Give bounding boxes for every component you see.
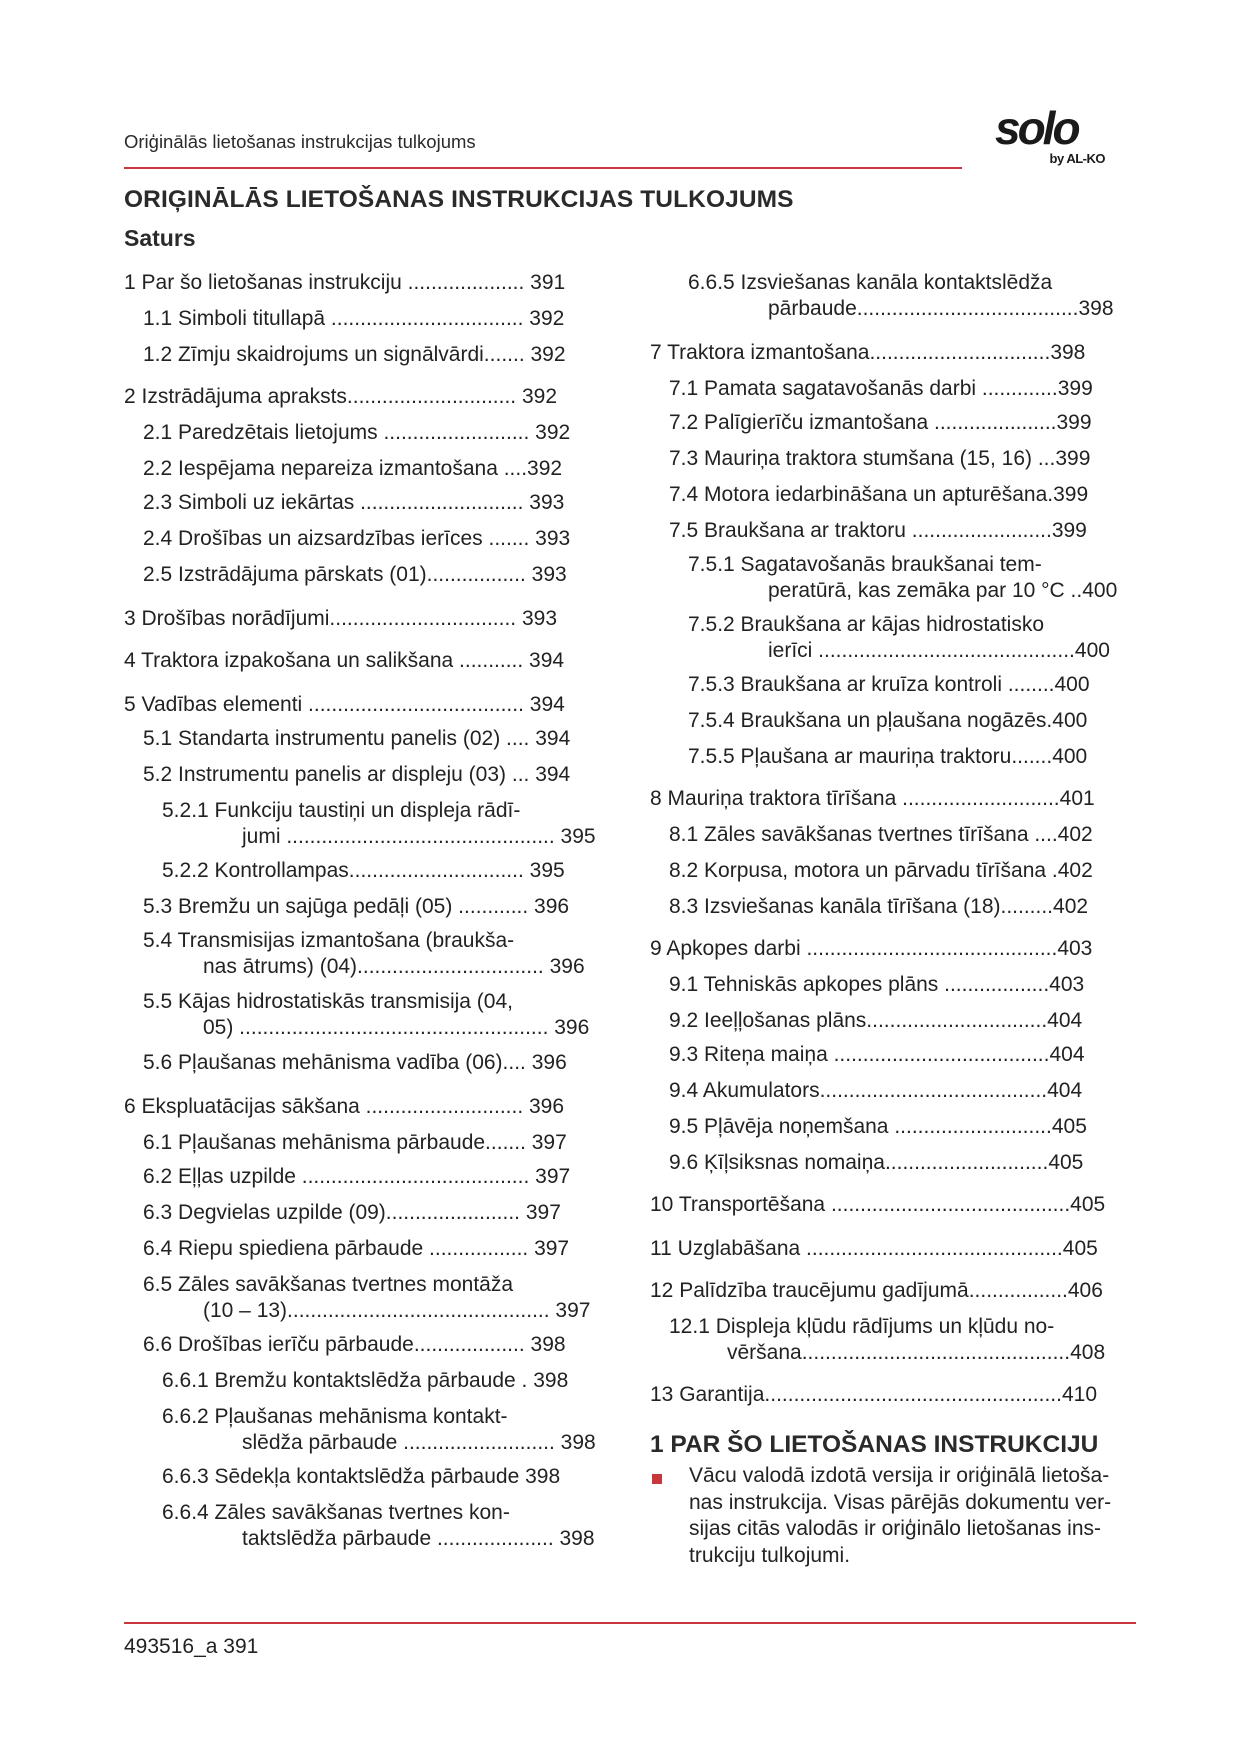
paragraph-line: trukciju tulkojumi. xyxy=(689,1543,851,1567)
toc-entry[interactable] xyxy=(650,1236,1098,1262)
toc-entry-text: 9.4 Akumulators.......................................404 xyxy=(669,1079,1083,1102)
toc-entry-text: 5.3 Bremžu un sajūga pedāļi (05) ............ 396 xyxy=(143,895,570,918)
toc-entry[interactable] xyxy=(124,270,565,296)
toc-entry-text: 8 Mauriņa traktora tīrīšana ...........................401 xyxy=(650,787,1095,810)
toc-entry[interactable] xyxy=(143,1332,566,1358)
toc-entry-text: 7.3 Mauriņa traktora stumšana (15, 16) ...399 xyxy=(669,447,1091,470)
toc-entry-text: 2.3 Simboli uz iekārtas ............................ 393 xyxy=(143,491,565,514)
toc-entry-text: 9.6 Ķīļsiksnas nomaiņa............................405 xyxy=(669,1151,1084,1174)
toc-entry-text: 6.1 Pļaušanas mehānisma pārbaude....... 397 xyxy=(143,1131,567,1154)
toc-entry[interactable] xyxy=(669,1078,1082,1104)
toc-entry[interactable] xyxy=(124,606,557,632)
toc-entry[interactable] xyxy=(143,726,570,752)
toc-entry-text: 1.2 Zīmju skaidrojums un signālvārdi....... 392 xyxy=(143,343,566,366)
toc-entry[interactable] xyxy=(669,1314,1105,1366)
toc-entry[interactable] xyxy=(143,1272,590,1324)
toc-entry[interactable] xyxy=(669,376,1093,402)
toc-entry-text: 6 Ekspluatācijas sākšana ........................... 396 xyxy=(124,1095,565,1118)
toc-entry[interactable] xyxy=(143,1164,570,1190)
header-rule xyxy=(124,167,962,169)
toc-entry-text: 13 Garantija...................................................410 xyxy=(650,1383,1097,1406)
toc-entry-text: 8.2 Korpusa, motora un pārvadu tīrīšana .402 xyxy=(669,859,1093,882)
toc-entry-text: 6.6 Drošības ierīču pārbaude................... 398 xyxy=(143,1333,566,1356)
toc-entry[interactable] xyxy=(669,858,1093,884)
toc-entry-text: jumi .............................................. 395 xyxy=(242,825,596,848)
toc-entry[interactable] xyxy=(669,894,1088,920)
toc-entry[interactable] xyxy=(650,1382,1097,1408)
toc-entry-text: 7.5.4 Braukšana un pļaušana nogāzēs.400 xyxy=(688,709,1088,732)
toc-entry-text: 2 Izstrādājuma apraksts............................. 392 xyxy=(124,385,558,408)
toc-entry-text: 5.1 Standarta instrumentu panelis (02) .... 394 xyxy=(143,727,571,750)
toc-entry-text: 9 Apkopes darbi ...........................................403 xyxy=(650,937,1093,960)
toc-entry-text: 5.6 Pļaušanas mehānisma vadība (06).... 396 xyxy=(143,1051,567,1074)
toc-entry[interactable] xyxy=(124,648,564,674)
toc-entry-text: 11 Uzglabāšana ............................................405 xyxy=(650,1237,1098,1260)
toc-entry[interactable] xyxy=(143,456,562,482)
toc-entry[interactable] xyxy=(143,762,570,788)
toc-entry-text: 9.5 Pļāvēja noņemšana ...........................405 xyxy=(669,1115,1087,1138)
toc-entry-text: 6.5 Zāles savākšanas tvertnes montāža xyxy=(143,1273,514,1296)
toc-entry[interactable] xyxy=(669,1008,1082,1034)
toc-entry-text: 7.4 Motora iedarbināšana un apturēšana.399 xyxy=(669,483,1089,506)
logo-solo-text: solo xyxy=(995,102,1078,154)
section-paragraph xyxy=(689,1463,1149,1569)
toc-entry[interactable] xyxy=(143,1236,569,1262)
toc-entry-text: 6.6.3 Sēdekļa kontaktslēdža pārbaude 398 xyxy=(162,1465,561,1488)
toc-entry-text: 05) ..................................................... 396 xyxy=(203,1016,590,1039)
toc-entry[interactable] xyxy=(124,1094,564,1120)
toc-entry-text: 2.5 Izstrādājuma pārskats (01)................. 393 xyxy=(143,563,567,586)
toc-entry[interactable] xyxy=(650,1192,1105,1218)
toc-entry-text: 10 Transportēšana .........................................405 xyxy=(650,1193,1106,1216)
toc-entry-text: 8.3 Izsviešanas kanāla tīrīšana (18).........402 xyxy=(669,895,1089,918)
toc-entry[interactable] xyxy=(124,692,565,718)
toc-entry-text: 5.2.2 Kontrollampas.............................. 395 xyxy=(162,859,565,882)
toc-entry-text: peratūrā, kas zemāka par 10 °C ..400 xyxy=(768,579,1118,602)
toc-entry-text: 9.3 Riteņa maiņa .....................................404 xyxy=(669,1043,1085,1066)
toc-entry[interactable] xyxy=(688,612,1110,664)
toc-entry[interactable] xyxy=(669,822,1093,848)
toc-entry[interactable] xyxy=(650,1278,1103,1304)
toc-entry[interactable] xyxy=(143,526,570,552)
toc-entry-text: ierīci ............................................400 xyxy=(768,639,1110,662)
toc-entry-text: 8.1 Zāles savākšanas tvertnes tīrīšana ....402 xyxy=(669,823,1093,846)
toc-entry[interactable] xyxy=(143,894,569,920)
toc-entry-text: 6.6.4 Zāles savākšanas tvertnes kon- xyxy=(162,1501,510,1524)
toc-entry[interactable] xyxy=(143,306,564,332)
toc-entry[interactable] xyxy=(143,1200,561,1226)
toc-entry-text: 2.4 Drošības un aizsardzības ierīces ....... 393 xyxy=(143,527,571,550)
toc-entry-text: 1 Par šo lietošanas instrukciju .................... 391 xyxy=(124,271,566,294)
toc-entry[interactable] xyxy=(688,744,1087,770)
toc-entry[interactable] xyxy=(688,672,1090,698)
toc-entry[interactable] xyxy=(162,1404,596,1456)
running-header: Oriģinālās lietošanas instrukcijas tulkojums xyxy=(124,131,476,152)
toc-entry-text: 2.2 Iespējama nepareiza izmantošana ....392 xyxy=(143,457,563,480)
toc-entry[interactable] xyxy=(143,989,589,1041)
section-heading: 1 PAR ŠO LIETOŠANAS INSTRUKCIJU xyxy=(650,1431,1099,1458)
toc-entry-text: 5.5 Kājas hidrostatiskās transmisija (04, xyxy=(143,990,513,1013)
toc-entry[interactable] xyxy=(143,562,567,588)
toc-entry-text: vēršana..............................................408 xyxy=(727,1341,1106,1364)
toc-entry-text: 6.2 Eļļas uzpilde ....................................... 397 xyxy=(143,1165,571,1188)
toc-entry-text: 6.6.2 Pļaušanas mehānisma kontakt- xyxy=(162,1405,508,1428)
toc-entry[interactable] xyxy=(143,1130,567,1156)
footer-rule xyxy=(124,1622,1136,1624)
logo-alko-text: by AL-KO xyxy=(1049,151,1105,166)
toc-entry[interactable] xyxy=(669,446,1090,472)
paragraph-line: sijas citās valodās ir oriģinālo lietošanas ins- xyxy=(689,1517,1102,1540)
toc-entry[interactable] xyxy=(162,798,596,850)
toc-entry-text: 12 Palīdzība traucējumu gadījumā.................406 xyxy=(650,1279,1103,1302)
toc-entry-text: 6.6.5 Izsviešanas kanāla kontaktslēdža xyxy=(688,271,1053,294)
toc-entry-text: 7 Traktora izmantošana...............................398 xyxy=(650,341,1086,364)
paragraph-line: Vācu valodā izdotā versija ir oriģinālā lietoša- xyxy=(689,1464,1110,1487)
toc-entry[interactable] xyxy=(669,1042,1085,1068)
toc-entry-text: 7.5.3 Braukšana ar kruīza kontroli ........400 xyxy=(688,673,1090,696)
toc-entry[interactable] xyxy=(669,482,1088,508)
toc-entry[interactable] xyxy=(669,1114,1087,1140)
toc-entry-text: slēdža pārbaude .......................... 398 xyxy=(242,1431,596,1454)
toc-entry[interactable] xyxy=(143,342,566,368)
brand-logo xyxy=(995,102,1105,171)
toc-entry-text: pārbaude......................................398 xyxy=(768,297,1114,320)
toc-entry[interactable] xyxy=(162,858,565,884)
toc-entry-text: 3 Drošības norādījumi................................ 393 xyxy=(124,607,558,630)
toc-entry[interactable] xyxy=(669,410,1092,436)
toc-entry-text: 5.4 Transmisijas izmantošana (braukša- xyxy=(143,929,515,952)
toc-entry[interactable] xyxy=(650,340,1085,366)
bullet-square-icon xyxy=(652,1474,662,1484)
toc-entry-text: 2.1 Paredzētais lietojums ......................... 392 xyxy=(143,421,571,444)
toc-entry-text: 4 Traktora izpakošana un salikšana ........... 394 xyxy=(124,649,565,672)
toc-title: Saturs xyxy=(124,225,196,251)
toc-entry-text: 6.6.1 Bremžu kontaktslēdža pārbaude . 398 xyxy=(162,1369,569,1392)
toc-entry[interactable] xyxy=(650,936,1092,962)
toc-entry[interactable] xyxy=(669,972,1084,998)
toc-entry-text: 5 Vadības elementi ..................................... 394 xyxy=(124,693,565,716)
toc-entry[interactable] xyxy=(669,1150,1083,1176)
toc-entry-text: 6.4 Riepu spiediena pārbaude ................. 397 xyxy=(143,1237,570,1260)
toc-entry[interactable] xyxy=(143,420,570,446)
toc-entry[interactable] xyxy=(688,270,1114,322)
toc-entry-text: 5.2.1 Funkciju taustiņi un displeja rādī- xyxy=(162,799,521,822)
toc-entry-text: nas ātrums) (04)................................ 396 xyxy=(203,955,585,978)
toc-entry[interactable] xyxy=(143,1050,567,1076)
page-title: ORIĢINĀLĀS LIETOŠANAS INSTRUKCIJAS TULKOJUMS xyxy=(124,186,794,213)
toc-entry-text: 12.1 Displeja kļūdu rādījums un kļūdu no- xyxy=(669,1315,1055,1338)
toc-entry[interactable] xyxy=(688,708,1087,734)
toc-entry[interactable] xyxy=(688,552,1117,604)
toc-entry[interactable] xyxy=(669,518,1087,544)
toc-entry[interactable] xyxy=(124,384,557,410)
toc-entry-text: taktslēdža pārbaude .................... 398 xyxy=(242,1527,595,1550)
toc-entry-text: 7.5.2 Braukšana ar kājas hidrostatisko xyxy=(688,613,1045,636)
toc-entry-text: 5.2 Instrumentu panelis ar displeju (03) ... 394 xyxy=(143,763,571,786)
toc-entry-text: 9.1 Tehniskās apkopes plāns ..................403 xyxy=(669,973,1085,996)
toc-entry-text: 6.3 Degvielas uzpilde (09)....................... 397 xyxy=(143,1201,561,1224)
paragraph-line: nas instrukcija. Visas pārējās dokumentu ver- xyxy=(689,1490,1112,1514)
toc-entry[interactable] xyxy=(143,928,585,980)
toc-entry[interactable] xyxy=(650,786,1095,812)
toc-entry[interactable] xyxy=(143,490,564,516)
toc-entry[interactable] xyxy=(162,1500,595,1552)
toc-entry-text: (10 – 13)............................................. 397 xyxy=(203,1299,591,1322)
toc-entry-text: 7.5.5 Pļaušana ar mauriņa traktoru.......400 xyxy=(688,745,1088,768)
toc-entry-text: 7.2 Palīgierīču izmantošana .....................399 xyxy=(669,411,1092,434)
toc-entry[interactable] xyxy=(162,1368,568,1394)
toc-entry-text: 7.5 Braukšana ar traktoru ........................399 xyxy=(669,519,1087,542)
toc-entry-text: 7.5.1 Sagatavošanās braukšanai tem- xyxy=(688,553,1042,576)
toc-entry-text: 9.2 Ieeļļošanas plāns...............................404 xyxy=(669,1009,1083,1032)
toc-entry-text: 7.1 Pamata sagatavošanās darbi .............399 xyxy=(669,377,1093,400)
footer-page-number: 493516_a 391 xyxy=(124,1635,259,1658)
toc-entry-text: 1.1 Simboli titullapā ................................. 392 xyxy=(143,307,565,330)
toc-entry[interactable] xyxy=(162,1464,560,1490)
